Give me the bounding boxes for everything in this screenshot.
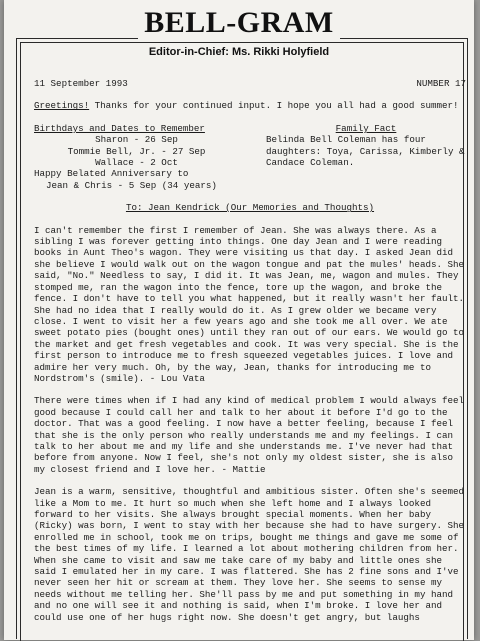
newsletter-title: BELL-GRAM xyxy=(138,6,340,40)
info-columns xyxy=(34,122,470,191)
issue-header xyxy=(34,78,466,89)
birthdays-section xyxy=(34,123,239,191)
family-fact-heading: Family Fact xyxy=(335,122,397,134)
birthdays-heading: Birthdays and Dates to Remember xyxy=(34,122,205,134)
issue-date: 11 September 1993 xyxy=(34,78,128,89)
issue-number: NUMBER 17 xyxy=(416,78,466,89)
family-fact-text: Belinda Bell Coleman has four daughters: Toya, Carissa, Kimberly & Candace Coleman. xyxy=(266,134,470,169)
birthday-item: Sharon - 26 Sep xyxy=(95,134,178,146)
anniversary-line: Happy Belated Anniversary to xyxy=(34,168,189,180)
letter-paragraph-lou-vata: I can't remember the first I remember of Jean. She was always there. As a sibling I was forever getting into things. One day Jean and I were reading books in Aunt Theo's wagon. They were visiting us that day. I asked Jean did she believe I would walk out on the wagon tongue and pat the mules' heads. She said, "No." Needless to say, I did it. It was Jean, me, wagon and mules. They stomped me, ran the wagon into the fence, tore up the wagon, and broke the fence. I don't have to tell you what happened, but it really wasn't her fault. She had no idea that I really would do it. As I grew older we became very close. I went to visit her a few years ago and she took me all over. We ate sweet potato pies (bought ones) until they ran out of our ears. We would go to the market and get fresh vegetables and cook. It was very special. She is the first person to introduce me to fresh squeezed vegetables juices. I love and admire her very much. Oh, by the way, Jean, thanks for introducing me to Nordstrom's (smile). - Lou Vata xyxy=(34,224,470,384)
editor-line: Editor-in-Chief: Ms. Rikki Holyfield xyxy=(148,46,330,58)
birthday-item: Wallace - 2 Oct xyxy=(95,157,178,169)
masthead xyxy=(4,6,474,40)
letter-heading: To: Jean Kendrick (Our Memories and Thoughts) xyxy=(125,202,375,214)
greetings-label: Greetings! xyxy=(34,100,90,112)
newsletter-body xyxy=(34,78,470,623)
letter-paragraph-sister: Jean is a warm, sensitive, thoughtful and ambitious sister. Often she's seemed like a Mom to me. It hurt so much when she left home and I always looked forward to her visits. She always brought special moments. When her baby (Ricky) was born, I went to stay with her because she had to have surgery. She enrolled me in school, took me on trips, bought me things and gave me some of the best times of my life. I learned a lot about mothering children from her. When she came to visit and saw me take care of my baby and little ones she said I emulated her in my care. I was flattered. She has 2 fine sons and I've never seen her hit or scream at them. They love her. She seems to sense my needs without me telling her. She'll pass by me and put something in my hand and no one will see it and nothing is said, when I'm broke. I love her and could use one of her hugs right now. She doesn't get angry, but laughs xyxy=(34,486,470,623)
anniversary-line: Jean & Chris - 5 Sep (34 years) xyxy=(46,179,217,191)
family-fact-section xyxy=(266,122,470,191)
birthday-item: Tommie Bell, Jr. - 27 Sep xyxy=(67,145,206,157)
newsletter-page xyxy=(4,0,474,640)
letter-paragraph-mattie: There were times when if I had any kind of medical problem I would always feel good because I could call her and talk to her about it before I'd go to the doctor. That was a good feeling. I now have a better feeling, because I feel that she is the only person who really understands me and my feelings. I can talk to her about me and my life and she understands me. I've never had that before from anyone. Now I feel, she's not only my oldest sister, she is also my closest friend and I love her. - Mattie xyxy=(34,395,470,475)
greetings-paragraph xyxy=(34,100,466,111)
greetings-text: Thanks for your continued input. I hope you all had a good summer! xyxy=(89,100,459,112)
